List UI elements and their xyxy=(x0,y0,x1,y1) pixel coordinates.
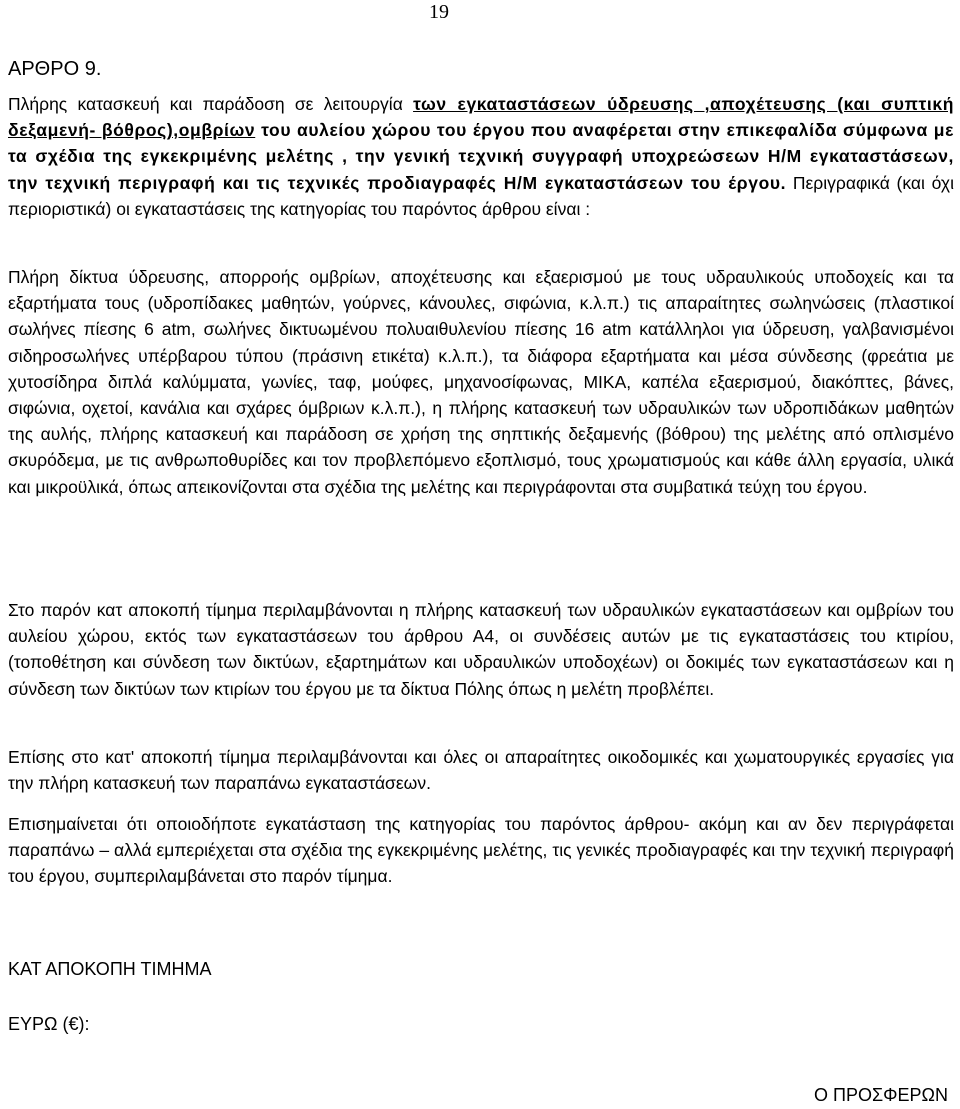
paragraph-note: Επισημαίνεται ότι οποιοδήποτε εγκατάσταση της κατηγορίας του παρόντος άρθρου- ακόμη και αν δεν περιγράφεται παραπάνω – αλλά εμπεριέχεται στα σχέδια της εγκεκριμένης μελέτης, τις γενικές προδιαγραφές και την τεχνική περιγραφή του έργου, συμπεριλαμβάνεται στο παρόν τίμημα. xyxy=(8,814,954,887)
lump-sum-heading: ΚΑΤ ΑΠΟΚΟΠΗ ΤΙΜΗΜΑ xyxy=(8,959,212,979)
scope-bold: σύμφωνα με τα σχέδια της εγκεκριμένης μελέτης , την γενική τεχνική συγγραφή υποχρεώσεων Η/Μ εγκαταστάσεων, την τεχνική περιγραφή και τις τεχνικές προδιαγραφές Η/Μ εγκαταστάσεων του έργου. xyxy=(8,120,954,193)
paragraph-included: Στο παρόν κατ αποκοπή τίμημα περιλαμβάνονται η πλήρης κατασκευή των υδραυλικών εγκαταστάσεων και ομβρίων του αυλείου χώρου, εκτός των εγκαταστάσεων του άρθρου Α4, οι συνδέσεις αυτών με τις εγκαταστάσεις του κτιρίου, (τοποθέτηση και σύνδεση των δικτύων, εξαρτημάτων και υδραυλικών υποδοχέων) οι δοκιμές των εγκαταστάσεων και η σύνδεση των δικτύων των κτιρίων του έργου με τα δίκτυα Πόλης όπως η μελέτη προβλέπει. xyxy=(8,600,954,699)
paragraph-earthworks: Επίσης στο κατ' αποκοπή τίμημα περιλαμβάνονται και όλες οι απαραίτητες οικοδομικές και χωματουργικές εργασίες για την πλήρη κατασκευή των παραπάνω εγκαταστάσεων. xyxy=(8,747,954,794)
scope-mid: του αυλείου χώρου του έργου που αναφέρεται στην επικεφαλίδα xyxy=(255,120,844,141)
offer-label: Ο ΠΡΟΣΦΕΡΩΝ xyxy=(814,1085,948,1105)
article-title: ΑΡΘΡΟ 9. xyxy=(8,58,102,80)
euro-label: ΕΥΡΩ (€): xyxy=(8,1014,90,1034)
scope-tail: Περιγραφικά (και όχι περιοριστικά) οι εγκαταστάσεις της κατηγορίας του παρόντος άρθρου είναι : xyxy=(8,172,954,219)
scope-underlined: των εγκαταστάσεων ύδρευσης ,αποχέτευσης (και συπτική δεξαμενή- βόθρος),ομβρίων xyxy=(8,94,954,141)
paragraph-scope xyxy=(8,91,954,222)
scope-lead: Πλήρης κατασκευή και παράδοση σε λειτουργία xyxy=(8,94,414,114)
page-number: 19 xyxy=(429,1,449,23)
paragraph-networks: Πλήρη δίκτυα ύδρευσης, απορροής ομβρίων, αποχέτευσης και εξαερισμού με τους υδραυλικούς υποδοχείς και τα εξαρτήματα τους (υδροπίδακες μαθητών, γούρνες, κάνουλες, σιφώνια, κ.λ.π.) τις απαραίτητες σωληνώσεις (πλαστικοί σωλήνες πίεσης 6 atm, σωλήνες δικτυωμένου πολυαιθυλενίου πίεσης 16 atm κατάλληλοι για ύδρευση, γαλβανισμένοι σιδηροσωλήνες υπέρβαρου τύπου (πράσινη ετικέτα) κ.λ.π.), τα διάφορα εξαρτήματα και μέσα σύνδεσης (φρεάτια με χυτοσίδηρα διπλά καλύμματα, γωνίες, ταφ, μούφες, μηχανοσίφωνας, ΜΙΚΑ, καπέλα εξαερισμού, διακόπτες, βάνες, σιφώνια, οχετοί, κανάλια και σχάρες όμβριων κ.λ.π.), η πλήρης κατασκευή των υδραυλικών των υδροπιδάκων μαθητών της αυλής, πλήρης κατασκευή και παράδοση σε χρήση της σηπτικής δεξαμενής (βόθρου) της μελέτης από οπλισμένο σκυρόδεμα, με τις ανθρωποθυρίδες και τον προβλεπόμενο εξοπλισμό, τους χρωματισμούς και κάθε άλλη εργασία, υλικά και μικροϋλικά, όπως απεικονίζονται στα σχέδια της μελέτης και περιγράφονται στα συμβατικά τεύχη του έργου. xyxy=(8,267,954,497)
